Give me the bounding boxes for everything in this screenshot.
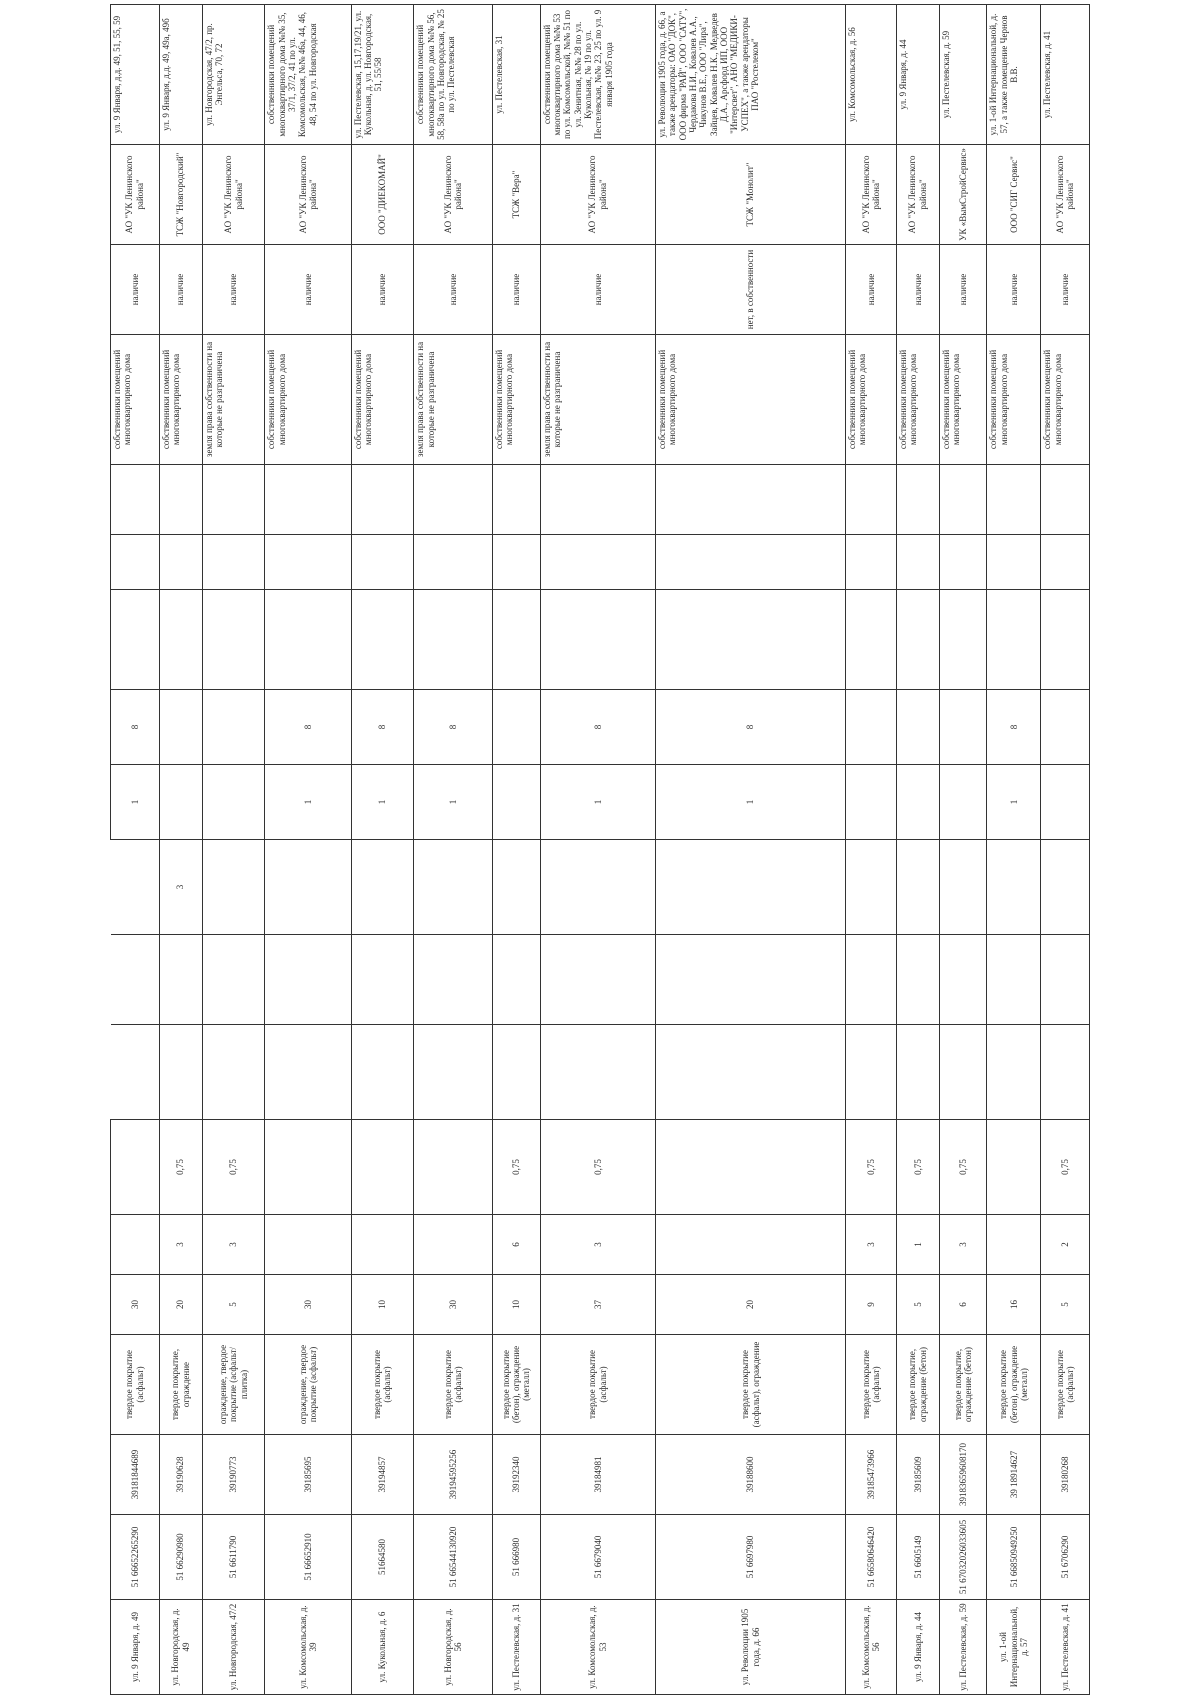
n3-cell <box>987 1120 1041 1215</box>
code2-cell: 39185609 <box>896 1435 939 1515</box>
address-cell: ул. Комсомольская, д. 53 <box>540 1600 655 1695</box>
sources-cell: ул. Комсомольская, д. 56 <box>845 5 896 145</box>
n8-cell <box>493 690 540 765</box>
n3-cell: 0,75 <box>896 1120 939 1215</box>
n3-cell: 0,75 <box>939 1120 986 1215</box>
address-cell: ул. 9 Января, д. 44 <box>896 1600 939 1695</box>
code2-cell: 39190773 <box>202 1435 265 1515</box>
n2-cell: 3 <box>202 1215 265 1275</box>
blank-cell-b <box>1041 535 1090 590</box>
n3-cell <box>111 1120 160 1215</box>
status-cell: наличие <box>414 245 493 335</box>
code1-cell: 51 6611790 <box>202 1515 265 1600</box>
n8-cell: 8 <box>351 690 414 765</box>
n8-cell <box>939 690 986 765</box>
blank-cell-c <box>896 465 939 535</box>
blank-cell-c <box>939 465 986 535</box>
status-cell: наличие <box>540 245 655 335</box>
table-row <box>351 5 414 1695</box>
surface-cell: твердое покрытие, ограждение (бетон) <box>939 1335 986 1435</box>
n1-cell: 5 <box>1041 1275 1090 1335</box>
org-cell: АО "УК Ленинского района" <box>265 145 351 245</box>
status-cell: наличие <box>493 245 540 335</box>
sources-cell: ул. 9 Января, д. 44 <box>896 5 939 145</box>
n4-cell <box>1041 1025 1090 1120</box>
code1-cell: 51 66290980 <box>159 1515 202 1600</box>
n7-cell <box>896 765 939 840</box>
n8-cell: 8 <box>414 690 493 765</box>
blank-cell-a <box>939 590 986 690</box>
n6-cell <box>939 840 986 935</box>
status-cell: наличие <box>111 245 160 335</box>
n4-cell <box>896 1025 939 1120</box>
org-cell: УК «ВымСтройСервис» <box>939 145 986 245</box>
blank-cell-a <box>987 590 1041 690</box>
blank-cell-a <box>656 590 846 690</box>
n3-cell <box>265 1120 351 1215</box>
surface-cell: ограждение, твердое покрытие (асфальт/плитка) <box>202 1335 265 1435</box>
surface-cell: твердое покрытие (бетон), ограждение (металл) <box>493 1335 540 1435</box>
surface-cell: твердое покрытие (бетон), ограждение (металл) <box>987 1335 1041 1435</box>
org-cell: АО "УК Ленинского района" <box>845 145 896 245</box>
surface-cell: твердое покрытие (асфальт) <box>111 1335 160 1435</box>
code2-cell: 39190628 <box>159 1435 202 1515</box>
status-cell: наличие <box>896 245 939 335</box>
code2-cell: 39185473966 <box>845 1435 896 1515</box>
n1-cell: 10 <box>493 1275 540 1335</box>
n3-cell: 0,75 <box>159 1120 202 1215</box>
n6-cell <box>896 840 939 935</box>
address-cell: ул. Новгородская, д. 49 <box>159 1600 202 1695</box>
status-cell: наличие <box>351 245 414 335</box>
rotated-table-frame <box>110 8 1090 1695</box>
n7-cell: 1 <box>987 765 1041 840</box>
blank-cell-c <box>414 465 493 535</box>
blank-cell-c <box>351 465 414 535</box>
n2-cell <box>987 1215 1041 1275</box>
n4-cell <box>845 1025 896 1120</box>
table-row <box>540 5 655 1695</box>
code1-cell: 51 66580646420 <box>845 1515 896 1600</box>
n8-cell <box>896 690 939 765</box>
code2-cell: 39181844689 <box>111 1435 160 1515</box>
n6-cell <box>265 840 351 935</box>
n8-cell <box>845 690 896 765</box>
n5-cell <box>656 935 846 1025</box>
n5-cell <box>939 935 986 1025</box>
n4-cell <box>351 1025 414 1120</box>
n2-cell: 3 <box>540 1215 655 1275</box>
blank-cell-b <box>159 535 202 590</box>
status-cell: наличие <box>845 245 896 335</box>
n5-cell <box>414 935 493 1025</box>
table-row <box>265 5 351 1695</box>
n7-cell <box>493 765 540 840</box>
blank-cell-c <box>656 465 846 535</box>
code1-cell: 51 6605149 <box>896 1515 939 1600</box>
address-cell: ул. Пестелевская, д. 31 <box>493 1600 540 1695</box>
n4-cell <box>540 1025 655 1120</box>
blank-cell-c <box>1041 465 1090 535</box>
n5-cell <box>540 935 655 1025</box>
table-row <box>111 5 160 1695</box>
n6-cell <box>493 840 540 935</box>
n1-cell: 20 <box>159 1275 202 1335</box>
code1-cell: 51 6697980 <box>656 1515 846 1600</box>
n4-cell <box>987 1025 1041 1120</box>
status-cell: наличие <box>987 245 1041 335</box>
n6-cell <box>845 840 896 935</box>
n7-cell <box>1041 765 1090 840</box>
n6-cell <box>111 840 160 935</box>
n5-cell <box>111 935 160 1025</box>
n6-cell <box>414 840 493 935</box>
table-row <box>202 5 265 1695</box>
org-cell: АО "УК Ленинского района" <box>1041 145 1090 245</box>
org-cell: ООО "ДИЕКОМАЙ" <box>351 145 414 245</box>
address-cell: ул. Новгородская, д. 56 <box>414 1600 493 1695</box>
n3-cell <box>414 1120 493 1215</box>
blank-cell-b <box>656 535 846 590</box>
blank-cell-c <box>159 465 202 535</box>
owner-basis-cell: собственники помещений многоквартирного дома <box>351 335 414 465</box>
n2-cell <box>111 1215 160 1275</box>
owner-basis-cell: земля права собственности на которые не разграничена <box>414 335 493 465</box>
blank-cell-a <box>265 590 351 690</box>
n4-cell <box>414 1025 493 1120</box>
code1-cell: 51 6679040 <box>540 1515 655 1600</box>
owner-basis-cell: собственники помещений многоквартирного дома <box>493 335 540 465</box>
org-cell: АО "УК Ленинского района" <box>111 145 160 245</box>
blank-cell-b <box>845 535 896 590</box>
n4-cell <box>111 1025 160 1120</box>
owner-basis-cell: собственники помещений многоквартирного дома <box>845 335 896 465</box>
owner-basis-cell: собственники помещений многоквартирного дома <box>896 335 939 465</box>
n7-cell: 1 <box>351 765 414 840</box>
n8-cell <box>202 690 265 765</box>
address-cell: ул. Пестелевская, д. 41 <box>1041 1600 1090 1695</box>
n1-cell: 5 <box>896 1275 939 1335</box>
surface-cell: твердое покрытие (асфальт) <box>845 1335 896 1435</box>
blank-cell-c <box>540 465 655 535</box>
n5-cell <box>265 935 351 1025</box>
code1-cell: 51 6706290 <box>1041 1515 1090 1600</box>
blank-cell-b <box>111 535 160 590</box>
n7-cell: 1 <box>656 765 846 840</box>
table-row <box>159 5 202 1695</box>
table-row <box>1041 5 1090 1695</box>
n3-cell: 0,75 <box>845 1120 896 1215</box>
n1-cell: 30 <box>414 1275 493 1335</box>
blank-cell-a <box>414 590 493 690</box>
address-cell: ул. 9 Января, д. 49 <box>111 1600 160 1695</box>
table-row <box>896 5 939 1695</box>
n8-cell: 8 <box>111 690 160 765</box>
n2-cell: 6 <box>493 1215 540 1275</box>
blank-cell-c <box>987 465 1041 535</box>
org-cell: ООО "СИГ Сервис" <box>987 145 1041 245</box>
status-cell: наличие <box>1041 245 1090 335</box>
n1-cell: 30 <box>265 1275 351 1335</box>
code2-cell: 39188600 <box>656 1435 846 1515</box>
n6-cell: 3 <box>159 840 202 935</box>
n4-cell <box>939 1025 986 1120</box>
address-cell: ул. Комсомольская, д. 56 <box>845 1600 896 1695</box>
n3-cell <box>656 1120 846 1215</box>
org-cell: ТСЖ "Вера" <box>493 145 540 245</box>
blank-cell-a <box>351 590 414 690</box>
org-cell: ТСЖ "Новгородский" <box>159 145 202 245</box>
code2-cell: 39194857 <box>351 1435 414 1515</box>
n5-cell <box>845 935 896 1025</box>
blank-cell-b <box>265 535 351 590</box>
surface-cell: твердое покрытие, ограждение (бетон) <box>896 1335 939 1435</box>
n8-cell: 8 <box>265 690 351 765</box>
n1-cell: 37 <box>540 1275 655 1335</box>
org-cell: АО "УК Ленинского района" <box>896 145 939 245</box>
blank-cell-b <box>493 535 540 590</box>
n5-cell <box>351 935 414 1025</box>
owner-basis-cell: собственники помещений многоквартирного дома <box>111 335 160 465</box>
code1-cell: 51 666980 <box>493 1515 540 1600</box>
surface-cell: твердое покрытие, ограждение <box>159 1335 202 1435</box>
code1-cell: 51 66850949250 <box>987 1515 1041 1600</box>
code2-cell: 39184981 <box>540 1435 655 1515</box>
n3-cell: 0,75 <box>1041 1120 1090 1215</box>
table-row <box>845 5 896 1695</box>
code2-cell: 39194595256 <box>414 1435 493 1515</box>
code1-cell: 51 66652910 <box>265 1515 351 1600</box>
code2-cell: 39192340 <box>493 1435 540 1515</box>
sources-cell: ул. 9 Января, д.д. 49, 51, 55, 59 <box>111 5 160 145</box>
surface-cell: твердое покрытие (асфальт) <box>351 1335 414 1435</box>
blank-cell-a <box>111 590 160 690</box>
address-cell: ул. 1-ой Интернациональной, д. 57 <box>987 1600 1041 1695</box>
n4-cell <box>265 1025 351 1120</box>
code2-cell: 39 18914627 <box>987 1435 1041 1515</box>
n1-cell: 6 <box>939 1275 986 1335</box>
table-row <box>656 5 846 1695</box>
blank-cell-a <box>845 590 896 690</box>
n3-cell <box>351 1120 414 1215</box>
n1-cell: 5 <box>202 1275 265 1335</box>
n7-cell: 1 <box>265 765 351 840</box>
n8-cell: 8 <box>540 690 655 765</box>
n7-cell: 1 <box>540 765 655 840</box>
owner-basis-cell: собственники помещений многоквартирного дома <box>656 335 846 465</box>
n6-cell <box>987 840 1041 935</box>
n7-cell <box>939 765 986 840</box>
table-row <box>987 5 1041 1695</box>
owner-basis-cell: собственники помещений многоквартирного дома <box>987 335 1041 465</box>
n4-cell <box>202 1025 265 1120</box>
blank-cell-b <box>939 535 986 590</box>
n3-cell: 0,75 <box>202 1120 265 1215</box>
status-cell: наличие <box>159 245 202 335</box>
org-cell: АО "УК Ленинского района" <box>414 145 493 245</box>
blank-cell-b <box>414 535 493 590</box>
blank-cell-b <box>351 535 414 590</box>
address-cell: ул. Новгородская, 47/2 <box>202 1600 265 1695</box>
status-cell: наличие <box>265 245 351 335</box>
n7-cell: 1 <box>111 765 160 840</box>
owner-basis-cell: собственники помещений многоквартирного дома <box>1041 335 1090 465</box>
table-row <box>939 5 986 1695</box>
blank-cell-b <box>896 535 939 590</box>
address-cell: ул. Пестелевская, д. 59 <box>939 1600 986 1695</box>
blank-cell-a <box>896 590 939 690</box>
n5-cell <box>987 935 1041 1025</box>
n8-cell <box>159 690 202 765</box>
n1-cell: 10 <box>351 1275 414 1335</box>
blank-cell-c <box>845 465 896 535</box>
n2-cell: 2 <box>1041 1215 1090 1275</box>
sources-cell: собственники помещений многоквартирного дома №№ 35, 37/1, 37/2, 41 по ул. Комсомольская, №№ 46а, 44, 46, 48, 54 по ул. Новгородская <box>265 5 351 145</box>
n6-cell <box>351 840 414 935</box>
blank-cell-a <box>159 590 202 690</box>
n2-cell <box>351 1215 414 1275</box>
code2-cell: 39180268 <box>1041 1435 1090 1515</box>
owner-basis-cell: собственники помещений многоквартирного дома <box>939 335 986 465</box>
n5-cell <box>896 935 939 1025</box>
code2-cell: 39185695 <box>265 1435 351 1515</box>
n7-cell: 1 <box>414 765 493 840</box>
n2-cell: 1 <box>896 1215 939 1275</box>
surface-cell: твердое покрытие (асфальт) <box>1041 1335 1090 1435</box>
n7-cell <box>159 765 202 840</box>
org-cell: АО "УК Ленинского района" <box>202 145 265 245</box>
owner-basis-cell: собственники помещений многоквартирного дома <box>265 335 351 465</box>
n2-cell: 3 <box>159 1215 202 1275</box>
blank-cell-c <box>265 465 351 535</box>
sources-cell: ул. Пестелевская, д. 59 <box>939 5 986 145</box>
n2-cell <box>414 1215 493 1275</box>
n2-cell <box>656 1215 846 1275</box>
table-row <box>414 5 493 1695</box>
code1-cell: 51 67032026033605 <box>939 1515 986 1600</box>
sources-cell: собственники помещений многоквартирного дома №№ 53 по ул. Комсомольской, №№ 51 по ул. Зенитная, №№ 28 по ул. Кукольная, № 19 по ул. Пестелевская, №№ 23, 25 по ул. 9 января 1905 года <box>540 5 655 145</box>
code1-cell: 51 66544130920 <box>414 1515 493 1600</box>
owner-basis-cell: земля права собственности на которые не разграничена <box>540 335 655 465</box>
n7-cell <box>845 765 896 840</box>
surface-cell: твердое покрытие (асфальт) <box>540 1335 655 1435</box>
code1-cell: 51664580 <box>351 1515 414 1600</box>
n4-cell <box>159 1025 202 1120</box>
n8-cell <box>1041 690 1090 765</box>
n6-cell <box>202 840 265 935</box>
n5-cell <box>1041 935 1090 1025</box>
n4-cell <box>493 1025 540 1120</box>
n1-cell: 20 <box>656 1275 846 1335</box>
n3-cell: 0,75 <box>493 1120 540 1215</box>
sources-cell: ул. Пестелевская, д. 41 <box>1041 5 1090 145</box>
surface-cell: ограждение, твердое покрытие (асфальт) <box>265 1335 351 1435</box>
sources-cell: ул. Пестелевская, 15,17,19/21, ул. Кукольная, д. ул. Новгородская, 51, 55/58 <box>351 5 414 145</box>
address-cell: ул. Кукольная, д. 6 <box>351 1600 414 1695</box>
surface-cell: твердое покрытие (асфальт) <box>414 1335 493 1435</box>
blank-cell-c <box>202 465 265 535</box>
org-cell: АО "УК Ленинского района" <box>540 145 655 245</box>
n1-cell: 9 <box>845 1275 896 1335</box>
owner-basis-cell: земля права собственности на которые не разграничена <box>202 335 265 465</box>
n3-cell: 0,75 <box>540 1120 655 1215</box>
status-cell: нет, в собственности <box>656 245 846 335</box>
sources-cell: ул. 1-ой Интернациональной, д. 57, а также помещение Чернов В.В. <box>987 5 1041 145</box>
blank-cell-a <box>493 590 540 690</box>
sources-cell: ул. Революции 1905 года, д. 66, а также арендаторы: ОАО "ДОК", ООО фирма "РАЙ", ООО "САТУ", Чердакова Н.И., Ковалев А.А., Чикунов В.Е., ООО "Лира", Зайцев, Ковалев Н.К., Медведев Д.А., Арсфорд ИП, ООО "Интерсвет", АНО "МЕДИКИ-УСПЕХ", а также арендаторы ПАО "Ростелеком" <box>656 5 846 145</box>
table-row <box>493 5 540 1695</box>
n6-cell <box>540 840 655 935</box>
n8-cell: 8 <box>656 690 846 765</box>
owner-basis-cell: собственники помещений многоквартирного дома <box>159 335 202 465</box>
n2-cell <box>265 1215 351 1275</box>
n6-cell <box>1041 840 1090 935</box>
n1-cell: 16 <box>987 1275 1041 1335</box>
sources-cell: ул. Новгородская, 47/2, пр. Энгельса, 70, 72 <box>202 5 265 145</box>
blank-cell-a <box>1041 590 1090 690</box>
org-cell: ТСЖ "Монолит" <box>656 145 846 245</box>
sources-cell: собственники помещений многоквартирного дома №№ 56, 58, 58а по ул. Новгородская, № 25 по ул. Пестелевская <box>414 5 493 145</box>
blank-cell-c <box>111 465 160 535</box>
n5-cell <box>202 935 265 1025</box>
sources-cell: ул. 9 Января, д.д. 49, 49а, 49б <box>159 5 202 145</box>
surface-cell: твердое покрытие (асфальт), ограждение <box>656 1335 846 1435</box>
register-table <box>110 4 1090 1695</box>
blank-cell-a <box>540 590 655 690</box>
n5-cell <box>493 935 540 1025</box>
n2-cell: 3 <box>939 1215 986 1275</box>
n6-cell <box>656 840 846 935</box>
blank-cell-b <box>202 535 265 590</box>
address-cell: ул. Комсомольская, д. 39 <box>265 1600 351 1695</box>
code1-cell: 51 66652265290 <box>111 1515 160 1600</box>
sources-cell: ул. Пестелевская, 31 <box>493 5 540 145</box>
n1-cell: 30 <box>111 1275 160 1335</box>
n5-cell <box>159 935 202 1025</box>
status-cell: наличие <box>939 245 986 335</box>
n8-cell: 8 <box>987 690 1041 765</box>
address-cell: ул. Революции 1905 года, д. 66 <box>656 1600 846 1695</box>
code2-cell: 39183659608170 <box>939 1435 986 1515</box>
blank-cell-b <box>540 535 655 590</box>
n7-cell <box>202 765 265 840</box>
status-cell: наличие <box>202 245 265 335</box>
blank-cell-c <box>493 465 540 535</box>
n4-cell <box>656 1025 846 1120</box>
blank-cell-b <box>987 535 1041 590</box>
n2-cell: 3 <box>845 1215 896 1275</box>
blank-cell-a <box>202 590 265 690</box>
